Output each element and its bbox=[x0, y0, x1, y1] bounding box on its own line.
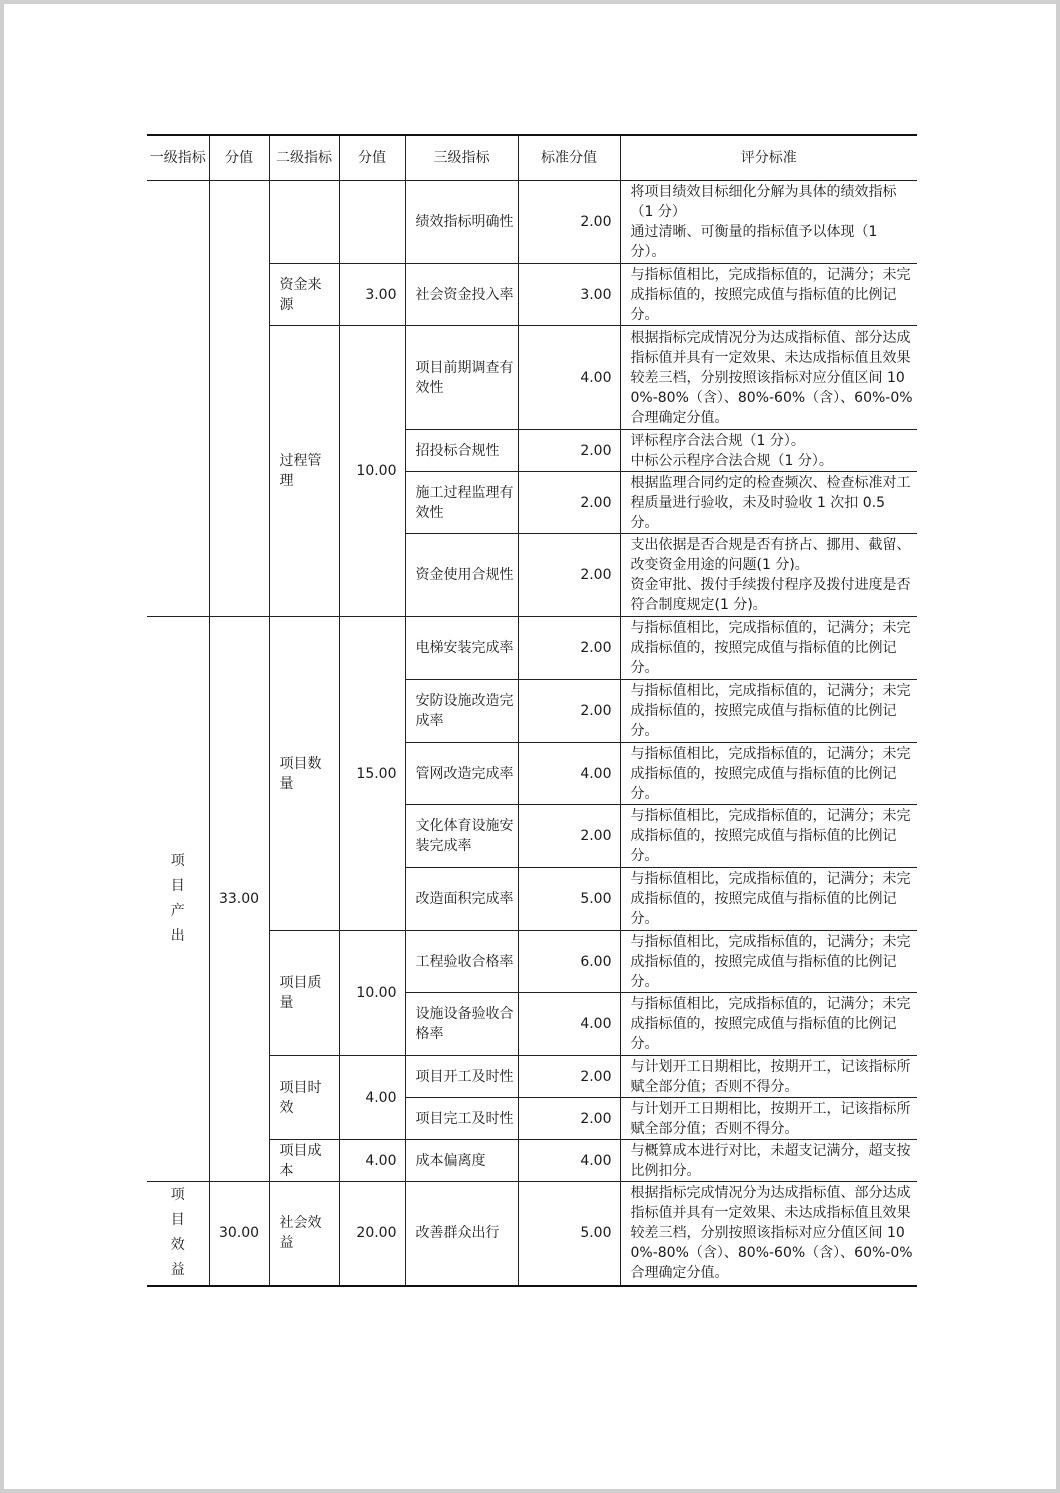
l3-cell: 文化体育设施安装完成率 bbox=[405, 805, 518, 868]
document-page bbox=[4, 4, 1056, 1489]
l2-cell: 项目数量 bbox=[269, 617, 339, 931]
score1-cell: 33.00 bbox=[209, 617, 269, 1182]
score2-cell: 15.00 bbox=[339, 617, 405, 931]
criteria-cell: 与计划开工日期相比，按期开工，记该指标所赋全部分值；否则不得分。 bbox=[620, 1098, 917, 1140]
std-score-cell: 4.00 bbox=[518, 743, 620, 805]
l1-cell-output bbox=[147, 617, 209, 1182]
std-score-cell: 2.00 bbox=[518, 1098, 620, 1140]
criteria-cell: 根据指标完成情况分为达成指标值、部分达成指标值并具有一定效果、未达成指标值且效果较差三档，分别按照该指标对应分值区间 100%-80%（含）、80%-60%（含）、60%-0%合理确定分值。 bbox=[620, 326, 917, 430]
l3-cell: 招投标合规性 bbox=[405, 430, 518, 472]
l3-cell: 电梯安装完成率 bbox=[405, 617, 518, 680]
criteria-cell: 与指标值相比，完成指标值的，记满分；未完成指标值的，按照完成值与指标值的比例记分。 bbox=[620, 993, 917, 1056]
criteria-cell: 与指标值相比，完成指标值的，记满分；未完成指标值的，按照完成值与指标值的比例记分。 bbox=[620, 743, 917, 805]
l1-label: 项目产出 bbox=[170, 853, 185, 944]
score2-cell: 10.00 bbox=[339, 931, 405, 1056]
criteria-cell: 与计划开工日期相比，按期开工，记该指标所赋全部分值；否则不得分。 bbox=[620, 1056, 917, 1098]
l3-cell: 改善群众出行 bbox=[405, 1182, 518, 1286]
std-score-cell: 2.00 bbox=[518, 617, 620, 680]
std-score-cell: 4.00 bbox=[518, 993, 620, 1056]
l2-cell: 过程管理 bbox=[269, 326, 339, 617]
criteria-cell: 将项目绩效目标细化分解为具体的绩效指标（1 分） 通过清晰、可衡量的指标值予以体现（1 分）。 bbox=[620, 181, 917, 264]
score2-cell: 4.00 bbox=[339, 1140, 405, 1182]
criteria-cell: 与指标值相比，完成指标值的，记满分；未完成指标值的，按照完成值与指标值的比例记分。 bbox=[620, 264, 917, 326]
score2-cell: 20.00 bbox=[339, 1182, 405, 1286]
l1-cell-continued bbox=[147, 181, 209, 617]
score1-cell-continued bbox=[209, 181, 269, 617]
std-score-cell: 2.00 bbox=[518, 430, 620, 472]
criteria-cell: 与指标值相比，完成指标值的，记满分；未完成指标值的，按照完成值与指标值的比例记分。 bbox=[620, 805, 917, 868]
criteria-cell: 根据监理合同约定的检查频次、检查标准对工程质量进行验收，未及时验收 1 次扣 0.5 分。 bbox=[620, 472, 917, 534]
performance-table bbox=[147, 134, 917, 1287]
l3-cell: 社会资金投入率 bbox=[405, 264, 518, 326]
l2-cell: 资金来源 bbox=[269, 264, 339, 326]
l3-cell: 成本偏离度 bbox=[405, 1140, 518, 1182]
l3-cell: 资金使用合规性 bbox=[405, 534, 518, 617]
header-row bbox=[147, 135, 917, 181]
l3-cell: 项目开工及时性 bbox=[405, 1056, 518, 1098]
table-row bbox=[147, 181, 917, 264]
std-score-cell: 2.00 bbox=[518, 181, 620, 264]
l2-cell: 项目成本 bbox=[269, 1140, 339, 1182]
header-score2: 分值 bbox=[339, 135, 405, 181]
std-score-cell: 3.00 bbox=[518, 264, 620, 326]
score2-cell: 10.00 bbox=[339, 326, 405, 617]
l3-cell: 绩效指标明确性 bbox=[405, 181, 518, 264]
table-row bbox=[147, 1182, 917, 1286]
std-score-cell: 4.00 bbox=[518, 1140, 620, 1182]
header-criteria: 评分标准 bbox=[620, 135, 917, 181]
header-score1: 分值 bbox=[209, 135, 269, 181]
header-l1: 一级指标 bbox=[147, 135, 209, 181]
l2-cell: 社会效益 bbox=[269, 1182, 339, 1286]
criteria-cell: 与指标值相比，完成指标值的，记满分；未完成指标值的，按照完成值与指标值的比例记分。 bbox=[620, 931, 917, 993]
table-row bbox=[147, 617, 917, 680]
std-score-cell: 2.00 bbox=[518, 534, 620, 617]
score1-cell: 30.00 bbox=[209, 1182, 269, 1286]
header-l3: 三级指标 bbox=[405, 135, 518, 181]
l2-cell-continued bbox=[269, 181, 339, 264]
score2-cell-continued bbox=[339, 181, 405, 264]
l3-cell: 安防设施改造完成率 bbox=[405, 680, 518, 743]
l3-cell: 工程验收合格率 bbox=[405, 931, 518, 993]
criteria-cell: 与指标值相比，完成指标值的，记满分；未完成指标值的，按照完成值与指标值的比例记分。 bbox=[620, 680, 917, 743]
std-score-cell: 2.00 bbox=[518, 680, 620, 743]
header-l2: 二级指标 bbox=[269, 135, 339, 181]
score2-cell: 3.00 bbox=[339, 264, 405, 326]
header-std-score: 标准分值 bbox=[518, 135, 620, 181]
criteria-cell: 评标程序合法合规（1 分）。 中标公示程序合法合规（1 分）。 bbox=[620, 430, 917, 472]
l1-cell-benefit bbox=[147, 1182, 209, 1286]
l3-cell: 项目前期调查有效性 bbox=[405, 326, 518, 430]
std-score-cell: 2.00 bbox=[518, 1056, 620, 1098]
std-score-cell: 2.00 bbox=[518, 472, 620, 534]
criteria-cell: 根据指标完成情况分为达成指标值、部分达成指标值并具有一定效果、未达成指标值且效果较差三档，分别按照该指标对应分值区间 100%-80%（含）、80%-60%（含）、60%-0%合理确定分值。 bbox=[620, 1182, 917, 1286]
criteria-cell: 与概算成本进行对比，未超支记满分，超支按比例扣分。 bbox=[620, 1140, 917, 1182]
criteria-cell: 与指标值相比，完成指标值的，记满分；未完成指标值的，按照完成值与指标值的比例记分。 bbox=[620, 617, 917, 680]
std-score-cell: 2.00 bbox=[518, 805, 620, 868]
l3-cell: 施工过程监理有效性 bbox=[405, 472, 518, 534]
l3-cell: 项目完工及时性 bbox=[405, 1098, 518, 1140]
l1-label: 项目效益 bbox=[170, 1187, 185, 1279]
score2-cell: 4.00 bbox=[339, 1056, 405, 1140]
l3-cell: 改造面积完成率 bbox=[405, 868, 518, 931]
std-score-cell: 5.00 bbox=[518, 1182, 620, 1286]
criteria-cell: 支出依据是否合规是否有挤占、挪用、截留、改变资金用途的问题(1 分)。 资金审批、拨付手续拨付程序及拨付进度是否符合制度规定(1 分)。 bbox=[620, 534, 917, 617]
l2-cell: 项目质量 bbox=[269, 931, 339, 1056]
l2-cell: 项目时效 bbox=[269, 1056, 339, 1140]
criteria-cell: 与指标值相比，完成指标值的，记满分；未完成指标值的，按照完成值与指标值的比例记分。 bbox=[620, 868, 917, 931]
l3-cell: 设施设备验收合格率 bbox=[405, 993, 518, 1056]
std-score-cell: 6.00 bbox=[518, 931, 620, 993]
std-score-cell: 5.00 bbox=[518, 868, 620, 931]
l3-cell: 管网改造完成率 bbox=[405, 743, 518, 805]
std-score-cell: 4.00 bbox=[518, 326, 620, 430]
